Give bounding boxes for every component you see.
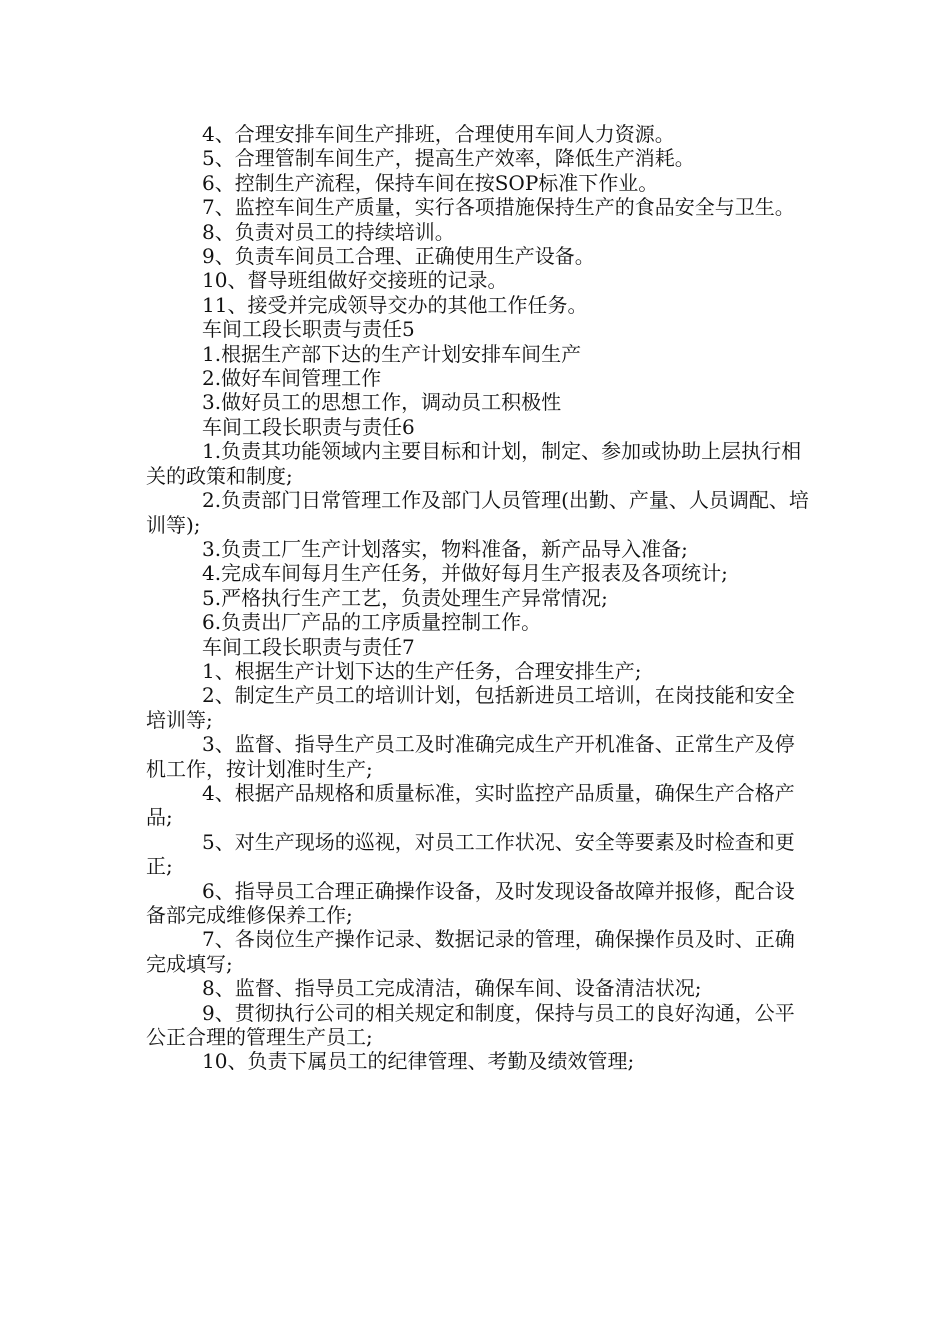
document-body — [146, 122, 814, 1074]
paragraph: 9、负责车间员工合理、正确使用生产设备。 — [202, 244, 595, 269]
paragraph: 1.根据生产部下达的生产计划安排车间生产 — [202, 341, 582, 366]
paragraph: 6.负责出厂产品的工序质量控制工作。 — [202, 610, 542, 635]
paragraph: 10、负责下属员工的纪律管理、考勤及绩效管理; — [202, 1049, 635, 1074]
paragraph: 6、控制生产流程，保持车间在按SOP标准下作业。 — [202, 170, 659, 195]
paragraph: 8、负责对员工的持续培训。 — [202, 219, 455, 244]
paragraph: 5、对生产现场的巡视，对员工工作状况、安全等要素及时检查和更正; — [146, 829, 795, 879]
paragraph: 2、制定生产员工的培训计划，包括新进员工培训，在岗技能和安全培训等; — [146, 683, 795, 732]
paragraph: 9、贯彻执行公司的相关规定和制度，保持与员工的良好沟通，公平公正合理的管理生产员工; — [146, 1000, 795, 1050]
paragraph: 4.完成车间每月生产任务，并做好每月生产报表及各项统计; — [202, 561, 728, 586]
paragraph: 1、根据生产计划下达的生产任务，合理安排生产; — [202, 658, 642, 683]
paragraph: 3.负责工厂生产计划落实，物料准备，新产品导入准备; — [202, 536, 688, 561]
paragraph: 8、监督、指导员工完成清洁，确保车间、设备清洁状况; — [202, 976, 702, 1001]
paragraph: 7、监控车间生产质量，实行各项措施保持生产的食品安全与卫生。 — [202, 195, 795, 220]
section-heading: 车间工段长职责与责任6 — [202, 414, 415, 439]
paragraph: 3、监督、指导生产员工及时准确完成生产开机准备、正常生产及停机工作，按计划准时生产; — [146, 732, 795, 781]
paragraph: 5.严格执行生产工艺，负责处理生产异常情况; — [202, 585, 608, 610]
paragraph: 7、各岗位生产操作记录、数据记录的管理，确保操作员及时、正确完成填写; — [146, 927, 795, 976]
paragraph: 3.做好员工的思想工作，调动员工积极性 — [202, 390, 562, 415]
paragraph: 2.做好车间管理工作 — [202, 366, 382, 391]
paragraph: 2.负责部门日常管理工作及部门人员管理(出勤、产量、人员调配、培训等); — [146, 488, 809, 537]
section-heading: 车间工段长职责与责任7 — [202, 634, 415, 659]
paragraph: 6、指导员工合理正确操作设备，及时发现设备故障并报修，配合设备部完成维修保养工作; — [146, 878, 795, 927]
paragraph: 10、督导班组做好交接班的记录。 — [202, 268, 508, 293]
paragraph: 4、根据产品规格和质量标准，实时监控产品质量，确保生产合格产品; — [146, 780, 795, 830]
section-heading: 车间工段长职责与责任5 — [202, 317, 415, 342]
paragraph: 11、接受并完成领导交办的其他工作任务。 — [202, 292, 588, 317]
paragraph: 5、合理管制车间生产，提高生产效率，降低生产消耗。 — [202, 146, 695, 171]
paragraph: 4、合理安排车间生产排班，合理使用车间人力资源。 — [202, 122, 675, 146]
paragraph: 1.负责其功能领域内主要目标和计划，制定、参加或协助上层执行相关的政策和制度; — [146, 439, 802, 488]
